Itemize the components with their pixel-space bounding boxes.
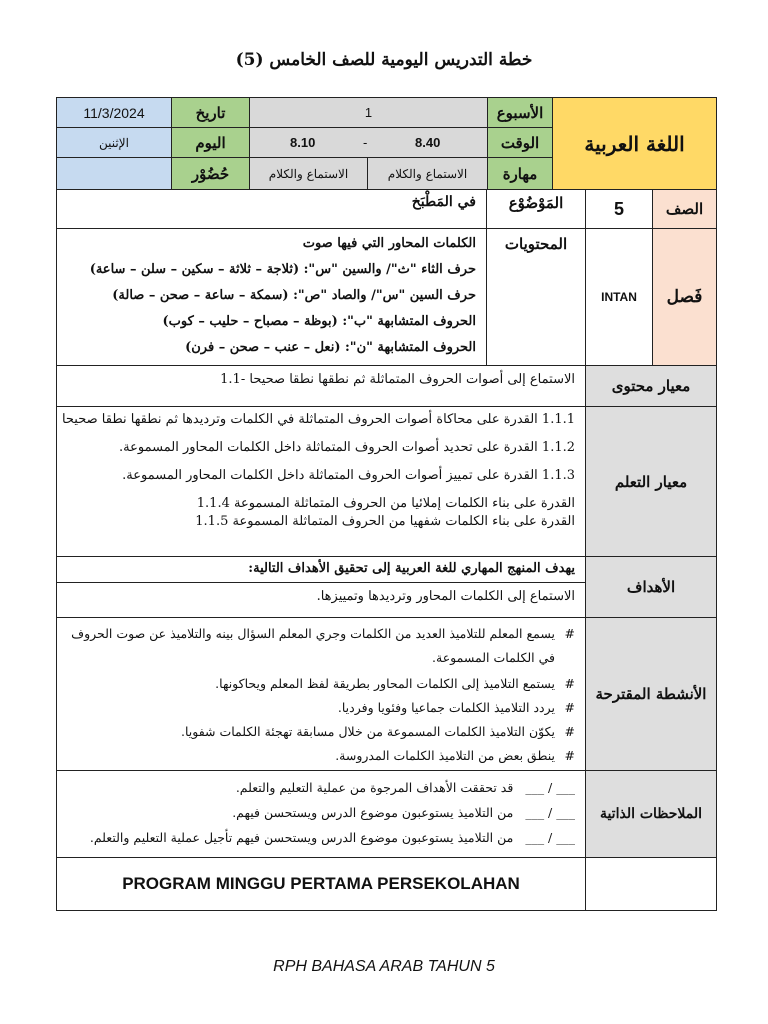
day-label: اليوم xyxy=(171,127,250,158)
hash-bullet-icon: # xyxy=(564,724,575,739)
learning-standard-item: القدرة على بناء الكلمات إملائيا من الحروف المتماثلة المسموعة 1.1.4 xyxy=(196,496,575,511)
content-standard-label: معيار محتوى xyxy=(585,365,717,407)
program-side-cell xyxy=(585,857,717,911)
day-value: الإثنين xyxy=(56,127,172,158)
grade-value: 5 xyxy=(585,189,653,229)
contents-item: الحروف المتشابهة "ن": (نعل – عنب – صحن – فرن) xyxy=(185,340,476,355)
content-standard-value: الاستماع إلى أصوات الحروف المتماثلة ثم نطقها نطقا صحيحا -1.1 xyxy=(56,365,586,407)
time-end: 8.10 xyxy=(290,135,316,150)
skill-value-1: الاستماع والكلام xyxy=(367,157,488,190)
reflection-item: ___ / ___من التلاميذ يستوعبون موضوع الدرس ويستحسن فيهم تأجيل عملية التعليم والتعلم. xyxy=(87,825,575,850)
skill-value-2: الاستماع والكلام xyxy=(249,157,368,190)
reflection-item: ___ / ___من التلاميذ يستوعبون موضوع الدرس ويستحسن فيهم. xyxy=(87,800,575,825)
week-label: الأسبوع xyxy=(487,97,553,128)
activities-list xyxy=(56,617,586,771)
class-label: فَصل xyxy=(652,228,717,366)
activity-item: # يسمع المعلم للتلاميذ العديد من الكلمات وجري المعلم السؤال بينه والتلاميذ عن صوت الحروف في الكلمات المسموعة. xyxy=(67,622,575,670)
learning-standard-list xyxy=(56,406,586,557)
week-value: 1 xyxy=(249,97,488,128)
reflection-item: ___ / ___قد تحققت الأهداف المرجوة من عملية التعليم والتعلم. xyxy=(87,775,575,800)
objectives-intro: يهدف المنهج المهاري للغة العربية إلى تحقيق الأهداف التالية: xyxy=(56,556,586,583)
contents-label: المحتويات xyxy=(486,228,586,366)
activity-item: # يستمع التلاميذ إلى الكلمات المحاور بطريقة لفظ المعلم ويحاكونها. xyxy=(67,672,575,696)
class-value: INTAN xyxy=(585,228,653,366)
learning-standard-item: 1.1.1 القدرة على محاكاة أصوات الحروف المتماثلة في الكلمات وترديدها ثم نطقها نطقا صحيحا xyxy=(61,412,575,427)
hash-bullet-icon: # xyxy=(564,626,575,641)
activity-item: # يردد التلاميذ الكلمات جماعيا وفئويا وفرديا. xyxy=(67,696,575,720)
attendance-value xyxy=(56,157,172,190)
time-label: الوقت xyxy=(487,127,553,158)
topic-value: في المَطْبَخ xyxy=(56,189,487,229)
time-start: 8.40 xyxy=(415,135,441,150)
page-title: خطة التدريس اليومية للصف الخامس (5) xyxy=(235,50,533,70)
reflection-blank: ___ / ___ xyxy=(525,830,575,845)
objectives-label: الأهداف xyxy=(585,556,717,618)
contents-item: حرف السين "س"/ والصاد "ص": (سمكة – ساعة – صحن – صالة) xyxy=(112,288,476,303)
date-value: 11/3/2024 xyxy=(56,97,172,128)
learning-standard-item: 1.1.3 القدرة على تمييز أصوات الحروف المتماثلة داخل الكلمات المحاور المسموعة. xyxy=(122,468,575,483)
learning-standard-label: معيار التعلم xyxy=(585,406,717,557)
program-banner: PROGRAM MINGGU PERTAMA PERSEKOLAHAN xyxy=(56,857,586,911)
hash-bullet-icon: # xyxy=(564,700,575,715)
date-label: تاريخ xyxy=(171,97,250,128)
time-range xyxy=(249,127,488,158)
contents-item: الكلمات المحاور التي فيها صوت xyxy=(302,236,476,251)
reflection-list xyxy=(56,770,586,858)
hash-bullet-icon: # xyxy=(564,748,575,763)
learning-standard-item: القدرة على بناء الكلمات شفهيا من الحروف المتماثلة المسموعة 1.1.5 xyxy=(195,514,575,529)
contents-item: حرف الثاء "ث"/ والسين "س": (ثلاجة – ثلاثة – سكين – سلن – ساعة) xyxy=(89,262,476,277)
attendance-label: حُضُوْر xyxy=(171,157,250,190)
page-footer: RPH BAHASA ARAB TAHUN 5 xyxy=(273,958,495,975)
topic-label: المَوْضُوْع xyxy=(486,189,586,229)
reflection-blank: ___ / ___ xyxy=(525,780,575,795)
contents-item: الحروف المتشابهة "ب": (بوظة – مصباح – حليب – كوب) xyxy=(162,314,476,329)
time-separator: - xyxy=(363,135,368,150)
skill-label: مهارة xyxy=(487,157,553,190)
activity-item: # يكوّن التلاميذ الكلمات المسموعة من خلال مسابقة تهجئة الكلمات شفويا. xyxy=(67,720,575,744)
reflection-label: الملاحظات الذاتية xyxy=(585,770,717,858)
contents-list xyxy=(56,228,487,366)
activities-label: الأنشطة المقترحة xyxy=(585,617,717,771)
activity-item: # ينطق بعض من التلاميذ الكلمات المدروسة. xyxy=(67,744,575,768)
reflection-blank: ___ / ___ xyxy=(525,805,575,820)
hash-bullet-icon: # xyxy=(564,676,575,691)
grade-label: الصف xyxy=(652,189,717,229)
objectives-value: الاستماع إلى الكلمات المحاور وترديدها وتمييزها. xyxy=(56,582,586,618)
learning-standard-item: 1.1.2 القدرة على تحديد أصوات الحروف المتماثلة داخل الكلمات المحاور المسموعة. xyxy=(119,440,575,455)
subject-title: اللغة العربية xyxy=(552,97,717,190)
